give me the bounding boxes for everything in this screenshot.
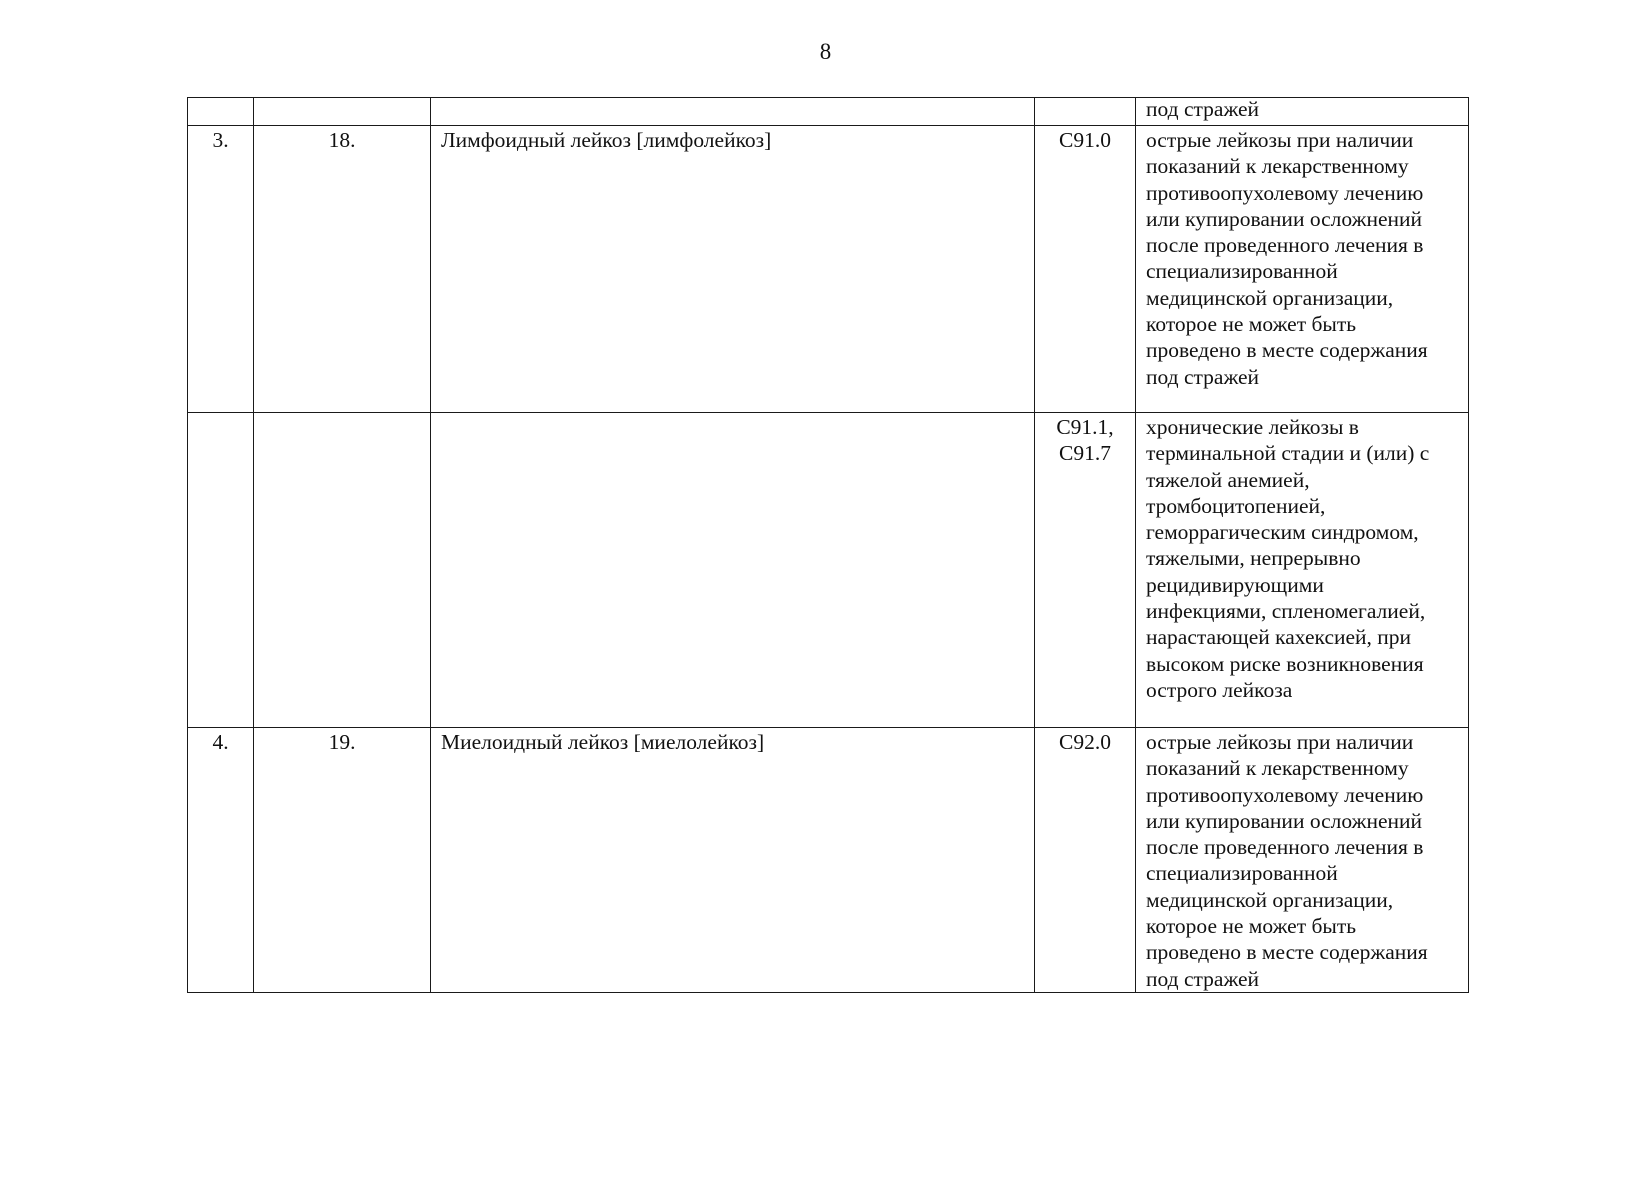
disease-table	[187, 97, 1469, 993]
condition-line: которое не может быть	[1146, 914, 1357, 939]
table-row	[188, 413, 1469, 728]
condition-line: под стражей	[1146, 966, 1260, 991]
icd-code: C91.0	[1059, 128, 1111, 152]
condition-line: инфекциями, спленомегалией,	[1146, 599, 1426, 624]
condition-line: рецидивирующими	[1146, 572, 1324, 597]
condition-line: проведено в месте содержания	[1146, 338, 1428, 363]
condition-line: медицинской организации,	[1146, 887, 1394, 912]
item-number-cell	[254, 98, 431, 126]
item-number-cell: 18.	[254, 126, 431, 413]
condition-line: тяжелой анемией,	[1146, 467, 1310, 492]
icd-code-cell	[1035, 728, 1136, 993]
condition-line: показаний к лекарственному	[1146, 154, 1409, 179]
condition-line: специализированной	[1146, 861, 1338, 886]
condition-line: показаний к лекарственному	[1146, 756, 1409, 781]
condition-line: медицинской организации,	[1146, 285, 1394, 310]
condition-line: которое не может быть	[1146, 312, 1357, 337]
conditions-cell	[1136, 126, 1469, 413]
conditions-cell	[1136, 98, 1469, 126]
item-number-cell: 19.	[254, 728, 431, 993]
disease-name-cell	[431, 413, 1035, 728]
condition-line: проведено в месте содержания	[1146, 940, 1428, 965]
condition-line: после проведенного лечения в	[1146, 233, 1424, 258]
condition-line: или купировании осложнений	[1146, 808, 1423, 833]
condition-line: геморрагическим синдромом,	[1146, 520, 1419, 545]
condition-line: острые лейкозы при наличии	[1146, 730, 1414, 754]
condition-line: после проведенного лечения в	[1146, 835, 1424, 860]
icd-code-cell	[1035, 413, 1136, 728]
conditions-cell	[1136, 728, 1469, 993]
condition-line: нарастающей кахексией, при	[1146, 625, 1412, 650]
condition-line: высоком риске возникновения	[1146, 651, 1424, 676]
disease-name-cell	[431, 98, 1035, 126]
condition-line: терминальной стадии и (или) с	[1146, 441, 1430, 466]
icd-code: C91.7	[1059, 441, 1111, 466]
condition-line: под стражей	[1146, 97, 1260, 121]
row-number-cell	[188, 98, 254, 126]
item-number-cell	[254, 413, 431, 728]
condition-line: хронические лейкозы в	[1146, 415, 1359, 439]
conditions-cell	[1136, 413, 1469, 728]
row-number-cell: 3.	[188, 126, 254, 413]
icd-code-cell	[1035, 126, 1136, 413]
table-row	[188, 126, 1469, 413]
condition-line: тяжелыми, непрерывно	[1146, 546, 1361, 571]
condition-line: противоопухолевому лечению	[1146, 180, 1424, 205]
condition-line: тромбоцитопенией,	[1146, 493, 1326, 518]
condition-line: под стражей	[1146, 364, 1260, 389]
condition-line: специализированной	[1146, 259, 1338, 284]
icd-code: C91.1,	[1056, 415, 1114, 439]
condition-line: противоопухолевому лечению	[1146, 782, 1424, 807]
row-number-cell	[188, 413, 254, 728]
page-number: 8	[819, 39, 832, 64]
condition-line: острого лейкоза	[1146, 677, 1293, 702]
disease-name-cell: Лимфоидный лейкоз [лимфолейкоз]	[431, 126, 1035, 413]
condition-line: острые лейкозы при наличии	[1146, 128, 1414, 152]
icd-code: C92.0	[1059, 730, 1111, 754]
table-row	[188, 728, 1469, 993]
table-row	[188, 98, 1469, 126]
condition-line: или купировании осложнений	[1146, 206, 1423, 231]
disease-name-cell: Миелоидный лейкоз [миелолейкоз]	[431, 728, 1035, 993]
row-number-cell: 4.	[188, 728, 254, 993]
icd-code-cell	[1035, 98, 1136, 126]
